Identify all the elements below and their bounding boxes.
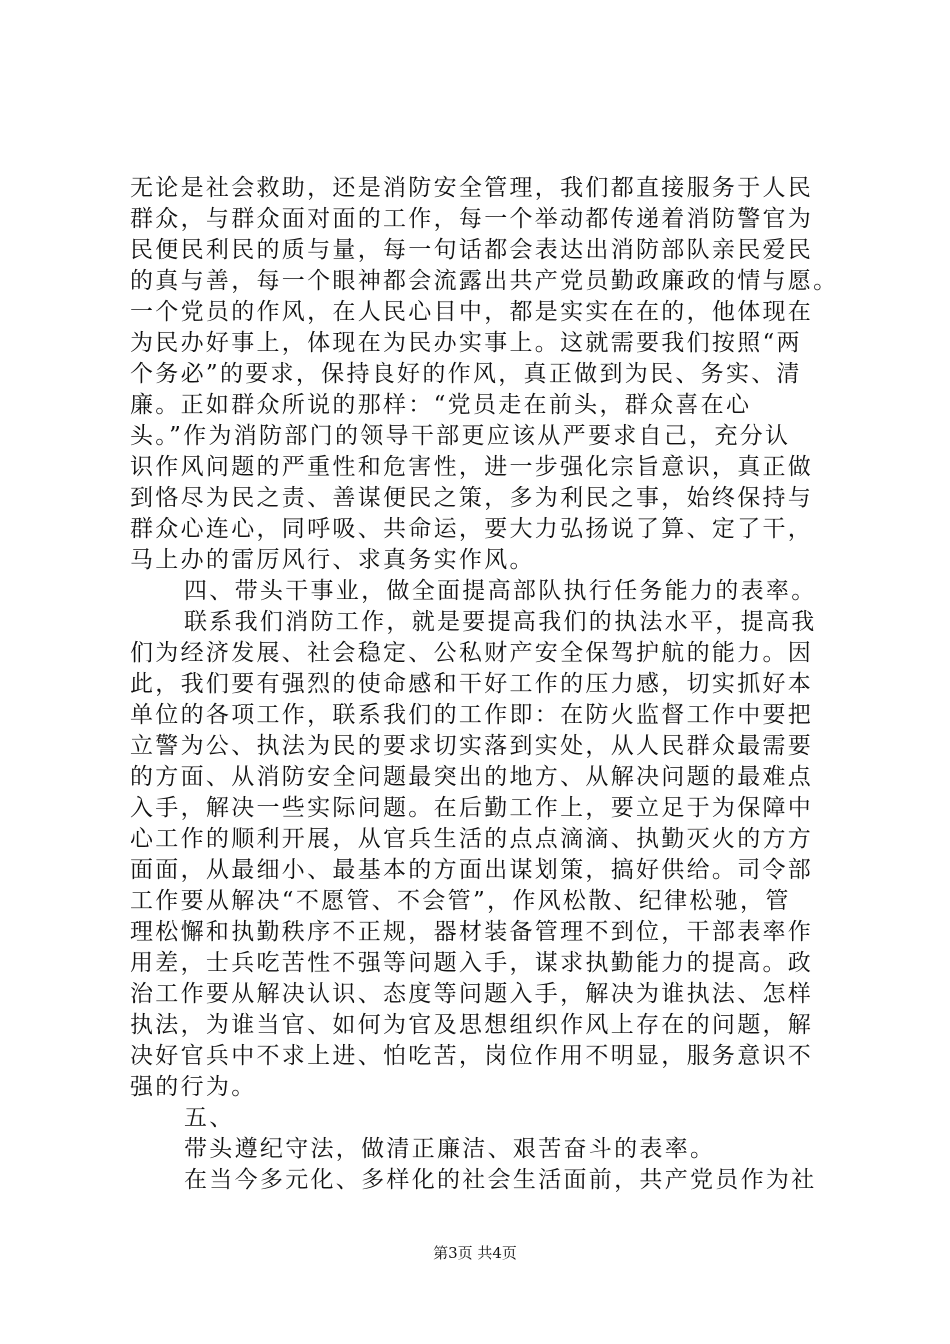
text-line: 治工作要从解决认识、态度等问题入手，解决为谁执法、怎样	[130, 981, 814, 1007]
text-line: 的真与善，每一个眼神都会流露出共产党员勤政廉政的情与愿。	[130, 268, 839, 294]
text-line: 入手，解决一些实际问题。在后勤工作上，要立足于为保障中	[130, 795, 814, 821]
text-line: 此，我们要有强烈的使命感和干好工作的压力感，切实抓好本	[130, 671, 814, 697]
text-line: 心工作的顺利开展，从官兵生活的点点滴滴、执勤灭火的方方	[130, 826, 814, 852]
text-line: 决好官兵中不求上进、怕吃苦，岗位作用不明显，服务意识不	[130, 1043, 814, 1069]
text-line: 带头遵纪守法，做清正廉洁、艰苦奋斗的表率。	[184, 1136, 716, 1162]
text-line: 个务必”的要求，保持良好的作风，真正做到为民、务实、清	[130, 361, 802, 387]
text-line: 的方面、从消防安全问题最突出的地方、从解决问题的最难点	[130, 764, 814, 790]
text-line: 民便民利民的质与量，每一句话都会表达出消防部队亲民爱民	[130, 237, 814, 263]
text-line: 头。”作为消防部门的领导干部更应该从严要求自己，充分认	[130, 423, 791, 449]
text-line: 立警为公、执法为民的要求切实落到实处，从人民群众最需要	[130, 733, 814, 759]
text-line: 一个党员的作风，在人民心目中，都是实实在在的，他体现在	[130, 299, 814, 325]
text-line: 群众心连心，同呼吸、共命运，要大力弘扬说了算、定了干，	[130, 516, 814, 542]
document-body	[130, 173, 839, 1196]
text-line: 马上办的雷厉风行、求真务实作风。	[130, 547, 535, 573]
text-line: 工作要从解决“不愿管、不会管”，作风松散、纪律松驰，管	[130, 888, 791, 914]
text-line: 单位的各项工作，联系我们的工作即：在防火监督工作中要把	[130, 702, 814, 728]
text-line: 群众，与群众面对面的工作，每一个举动都传递着消防警官为	[130, 206, 814, 232]
page-footer: 第3页 共4页	[433, 1244, 517, 1262]
text-line: 到恪尽为民之责、善谋便民之策，多为利民之事，始终保持与	[130, 485, 814, 511]
text-line: 四、带头干事业，做全面提高部队执行任务能力的表率。	[184, 578, 817, 604]
text-line: 面面，从最细小、最基本的方面出谋划策，搞好供给。司令部	[130, 857, 814, 883]
text-line: 执法，为谁当官、如何为官及思想组织作风上存在的问题，解	[130, 1012, 814, 1038]
text-line: 五、	[184, 1105, 235, 1131]
text-line: 用差，士兵吃苦性不强等问题入手，谋求执勤能力的提高。政	[130, 950, 814, 976]
text-line: 们为经济发展、社会稳定、公私财产安全保驾护航的能力。因	[130, 640, 814, 666]
text-line: 廉。正如群众所说的那样：“党员走在前头，群众喜在心	[130, 392, 752, 418]
text-line: 在当今多元化、多样化的社会生活面前，共产党员作为社	[184, 1167, 817, 1193]
text-line: 联系我们消防工作，就是要提高我们的执法水平，提高我	[184, 609, 817, 635]
text-line: 强的行为。	[130, 1074, 257, 1100]
text-line: 为民办好事上，体现在为民办实事上。这就需要我们按照“两	[130, 330, 802, 356]
text-line: 无论是社会救助，还是消防安全管理，我们都直接服务于人民	[130, 175, 814, 201]
text-line: 识作风问题的严重性和危害性，进一步强化宗旨意识，真正做	[130, 454, 814, 480]
text-line: 理松懈和执勤秩序不正规，器材装备管理不到位，干部表率作	[130, 919, 814, 945]
